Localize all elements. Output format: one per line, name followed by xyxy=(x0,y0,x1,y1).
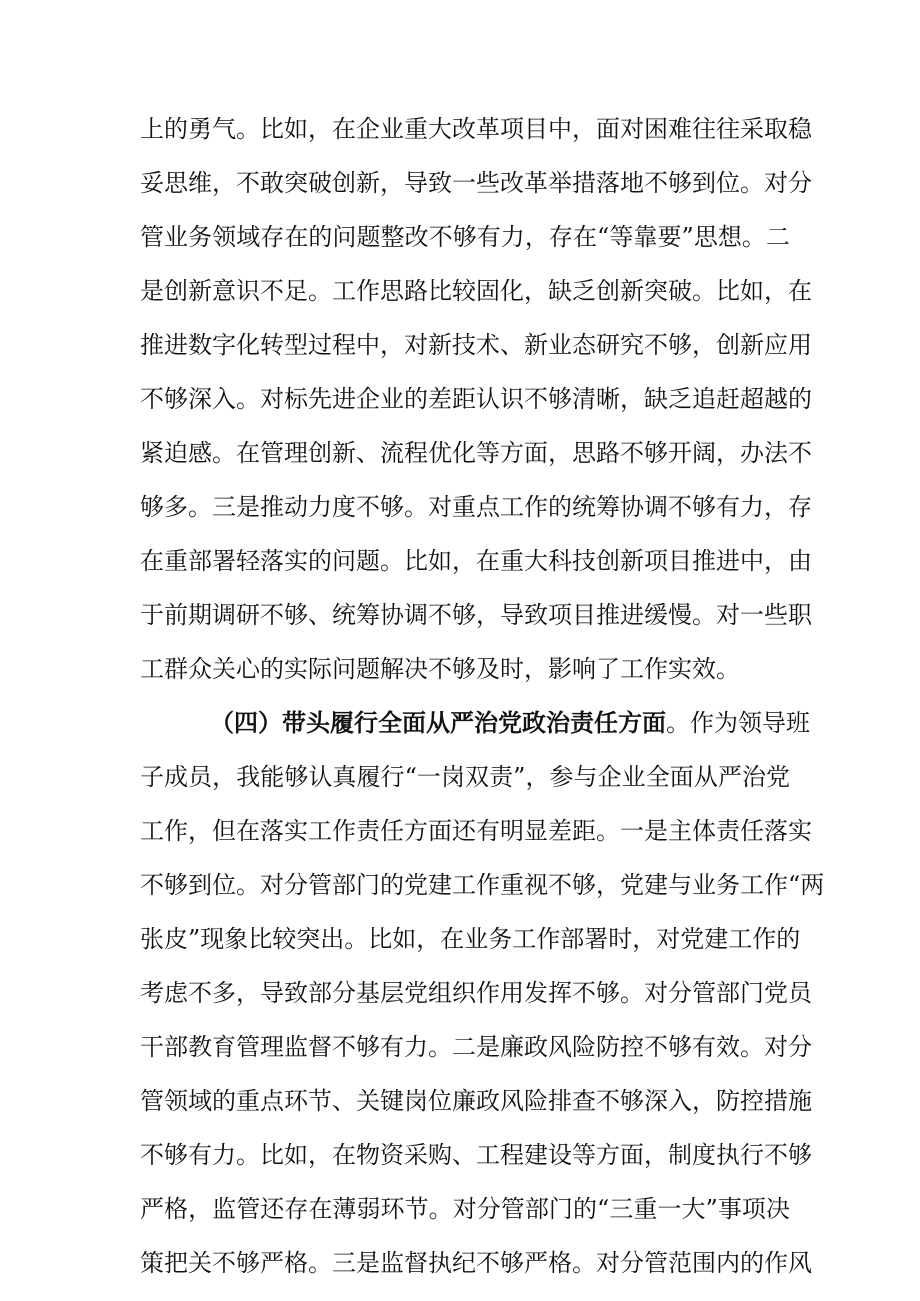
section-heading: （四）带头履行全面从严治党政治责任方面 xyxy=(210,709,666,737)
section-line-3: 不够到位。对分管部门的党建工作重视不够，党建与业务工作“两 xyxy=(140,871,825,899)
text-line-9: 在重部署轻落实的问题。比如，在重大科技创新项目推进中，由 xyxy=(140,547,812,575)
section-line-1: 子成员，我能够认真履行“一岗双责”，参与企业全面从严治党 xyxy=(140,763,790,791)
text-line-5: 推进数字化转型过程中，对新技术、新业态研究不够，创新应用 xyxy=(140,331,812,359)
text-line-11: 工群众关心的实际问题解决不够及时，影响了工作实效。 xyxy=(140,655,740,683)
text-line-2: 妥思维，不敢突破创新，导致一些改革举措落地不够到位。对分 xyxy=(140,169,812,197)
section-line-2: 工作，但在落实工作责任方面还有明显差距。一是主体责任落实 xyxy=(140,817,812,845)
section-line-6: 干部教育管理监督不够有力。二是廉政风险防控不够有效。对分 xyxy=(140,1033,812,1061)
section-heading-tail: 。作为领导班 xyxy=(666,709,810,737)
section-line-10: 策把关不够严格。三是监督执纪不够严格。对分管范围内的作风 xyxy=(140,1249,812,1277)
section-line-9: 严格，监管还存在薄弱环节。对分管部门的“三重一大”事项决 xyxy=(140,1195,790,1223)
text-line-8: 够多。三是推动力度不够。对重点工作的统筹协调不够有力，存 xyxy=(140,493,812,521)
text-line-6: 不够深入。对标先进企业的差距认识不够清晰，缺乏追赶超越的 xyxy=(140,385,812,413)
text-line-3: 管业务领域存在的问题整改不够有力，存在“等靠要”思想。二 xyxy=(140,223,790,251)
section-line-4: 张皮”现象比较突出。比如，在业务工作部署时，对党建工作的 xyxy=(140,925,801,953)
section-line-7: 管领域的重点环节、关键岗位廉政风险排查不够深入，防控措施 xyxy=(140,1087,812,1115)
text-line-4: 是创新意识不足。工作思路比较固化，缺乏创新突破。比如，在 xyxy=(140,277,812,305)
text-line-7: 紧迫感。在管理创新、流程优化等方面，思路不够开阔，办法不 xyxy=(140,439,812,467)
section-line-8: 不够有力。比如，在物资采购、工程建设等方面，制度执行不够 xyxy=(140,1141,812,1169)
text-line-10: 于前期调研不够、统筹协调不够，导致项目推进缓慢。对一些职 xyxy=(140,601,812,629)
section-line-5: 考虑不多，导致部分基层党组织作用发挥不够。对分管部门党员 xyxy=(140,979,812,1007)
text-line-1: 上的勇气。比如，在企业重大改革项目中，面对困难往往采取稳 xyxy=(140,115,812,143)
section-heading-line xyxy=(210,701,810,745)
